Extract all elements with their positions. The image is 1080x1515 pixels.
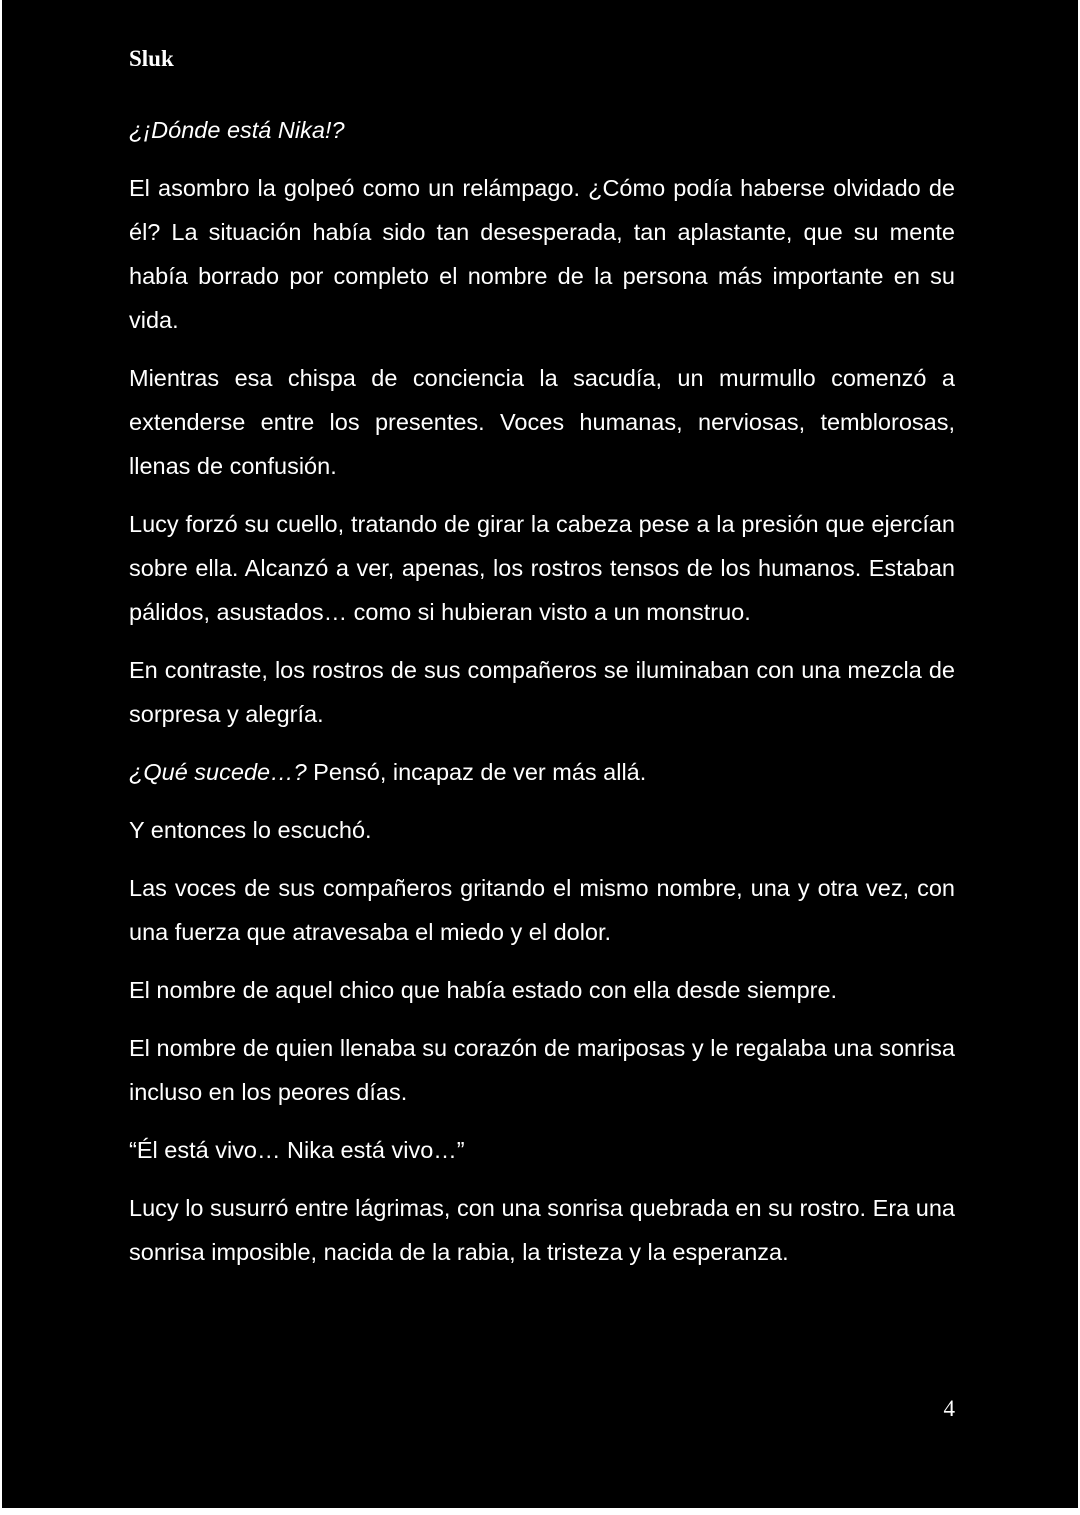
paragraph-2: El asombro la golpeó como un relámpago. ¿Cómo podía haberse olvidado de él? La situación había sido tan desesperada, tan aplastante, que su mente había borrado por completo el nombre de la persona más importante en su vida. xyxy=(129,175,955,333)
paragraph-3: Mientras esa chispa de conciencia la sacudía, un murmullo comenzó a extenderse entre los presentes. Voces humanas, nerviosas, temblorosas, llenas de confusión. xyxy=(129,365,955,479)
paragraph-6 xyxy=(129,750,955,794)
paragraph-8: Las voces de sus compañeros gritando el mismo nombre, una y otra vez, con una fuerza que atravesaba el miedo y el dolor. xyxy=(129,875,955,945)
paragraph-10: El nombre de quien llenaba su corazón de mariposas y le regalaba una sonrisa incluso en los peores días. xyxy=(129,1035,955,1105)
paragraph-11: “Él está vivo… Nika está vivo…” xyxy=(129,1137,465,1163)
paragraph-1-italic: ¿¡Dónde está Nika!? xyxy=(129,117,345,143)
document-page xyxy=(2,0,1078,1508)
paragraph-4: Lucy forzó su cuello, tratando de girar la cabeza pese a la presión que ejercían sobre ella. Alcanzó a ver, apenas, los rostros tensos de los humanos. Estaban pálidos, asustados… como si hubieran visto a un monstruo. xyxy=(129,511,955,625)
paragraph-5: En contraste, los rostros de sus compañeros se iluminaban con una mezcla de sorpresa y alegría. xyxy=(129,657,955,727)
paragraph-1 xyxy=(129,108,955,152)
paragraph-6-italic: ¿Qué sucede…? xyxy=(129,759,307,785)
header-title: Sluk xyxy=(129,46,174,71)
paragraph-9: El nombre de aquel chico que había estado con ella desde siempre. xyxy=(129,977,838,1003)
paragraph-6-text: Pensó, incapaz de ver más allá. xyxy=(306,759,647,785)
paragraph-7: Y entonces lo escuchó. xyxy=(129,817,372,843)
page-number: 4 xyxy=(943,1396,955,1421)
body-text xyxy=(129,108,955,1288)
paragraph-12: Lucy lo susurró entre lágrimas, con una sonrisa quebrada en su rostro. Era una sonrisa imposible, nacida de la rabia, la tristeza y la esperanza. xyxy=(129,1195,955,1265)
